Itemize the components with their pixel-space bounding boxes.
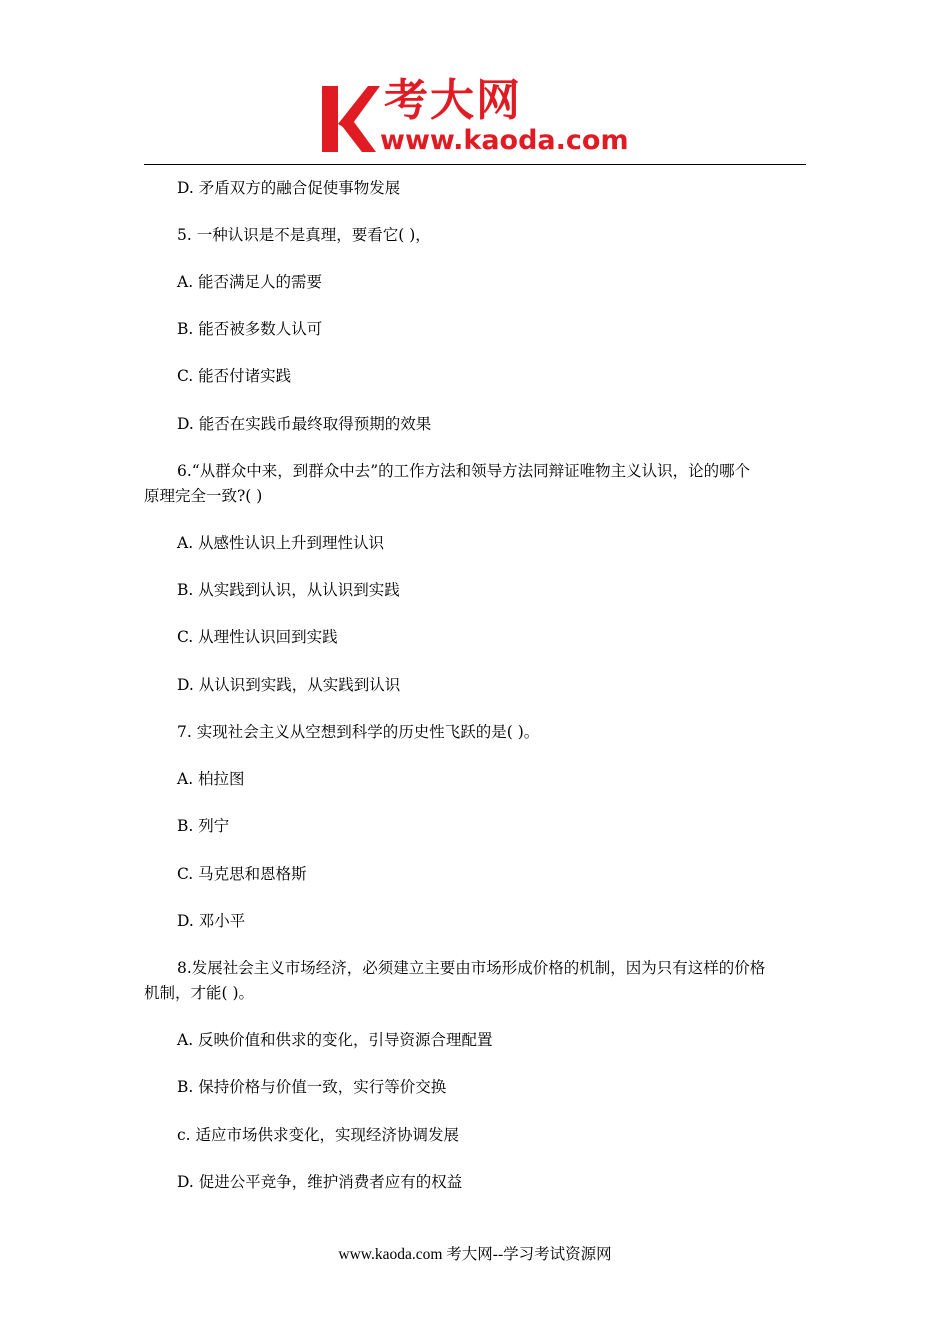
- logo-url-text: www.kaoda.com: [380, 125, 629, 156]
- option-text: A. 反映价值和供求的变化，引导资源合理配置: [177, 1031, 493, 1049]
- option-text: B. 从实践到认识，从认识到实践: [177, 581, 400, 599]
- option-text: D. 从认识到实践，从实践到认识: [177, 676, 401, 694]
- question-text: 7. 实现社会主义从空想到科学的历史性飞跃的是( )。: [177, 723, 540, 741]
- option-text: A. 从感性认识上升到理性认识: [177, 534, 385, 552]
- question-5: [144, 223, 839, 247]
- option-text: C. 马克思和恩格斯: [177, 865, 307, 883]
- option-text: D. 能否在实践币最终取得预期的效果: [177, 415, 432, 433]
- question-text: 5. 一种认识是不是真理，要看它( )，: [177, 226, 431, 244]
- option-8c: [144, 1123, 839, 1147]
- option-6c: [144, 625, 839, 649]
- option-5d: [144, 412, 839, 436]
- option-4d: [144, 176, 839, 200]
- option-5a: [144, 270, 839, 294]
- question-7: [144, 720, 839, 744]
- option-8b: [144, 1075, 839, 1099]
- question-8: [144, 956, 806, 1006]
- option-text: B. 能否被多数人认可: [177, 320, 323, 338]
- option-text: C. 从理性认识回到实践: [177, 628, 338, 646]
- option-7b: [144, 814, 839, 838]
- question-6: [144, 459, 806, 509]
- option-text: C. 能否付诸实践: [177, 367, 292, 385]
- question-text-line-1: 6.“从群众中来，到群众中去”的工作方法和领导方法同辩证唯物主义认识，论的哪个: [177, 462, 751, 480]
- option-text: D. 邓小平: [177, 912, 246, 930]
- page-footer[interactable]: www.kaoda.com 考大网--学习考试资源网: [338, 1246, 612, 1263]
- option-text: A. 能否满足人的需要: [177, 273, 323, 291]
- option-7a: [144, 767, 839, 791]
- option-7d: [144, 909, 839, 933]
- page-header: [0, 0, 950, 168]
- option-6b: [144, 578, 839, 602]
- question-text-line-2: 机制，才能( )。: [144, 984, 255, 1002]
- header-divider: [144, 164, 806, 165]
- logo-chinese-text: 考大网: [384, 75, 522, 126]
- option-text: D. 促进公平竞争，维护消费者应有的权益: [177, 1173, 463, 1191]
- option-text: c. 适应市场供求变化，实现经济协调发展: [177, 1126, 460, 1144]
- option-7c: [144, 862, 839, 886]
- kaoda-logo[interactable]: [318, 75, 638, 160]
- k-logo-icon: [318, 84, 380, 154]
- option-5c: [144, 364, 839, 388]
- question-text-line-1: 8.发展社会主义市场经济，必须建立主要由市场形成价格的机制，因为只有这样的价格: [177, 959, 766, 977]
- option-5b: [144, 317, 839, 341]
- option-text: D. 矛盾双方的融合促使事物发展: [177, 179, 401, 197]
- option-text: A. 柏拉图: [177, 770, 245, 788]
- option-text: B. 列宁: [177, 817, 230, 835]
- option-text: B. 保持价格与价值一致，实行等价交换: [177, 1078, 447, 1096]
- option-6d: [144, 673, 839, 697]
- option-8a: [144, 1028, 839, 1052]
- question-text-line-2: 原理完全一致?( ): [144, 487, 263, 505]
- option-8d: [144, 1170, 839, 1194]
- option-6a: [144, 531, 839, 555]
